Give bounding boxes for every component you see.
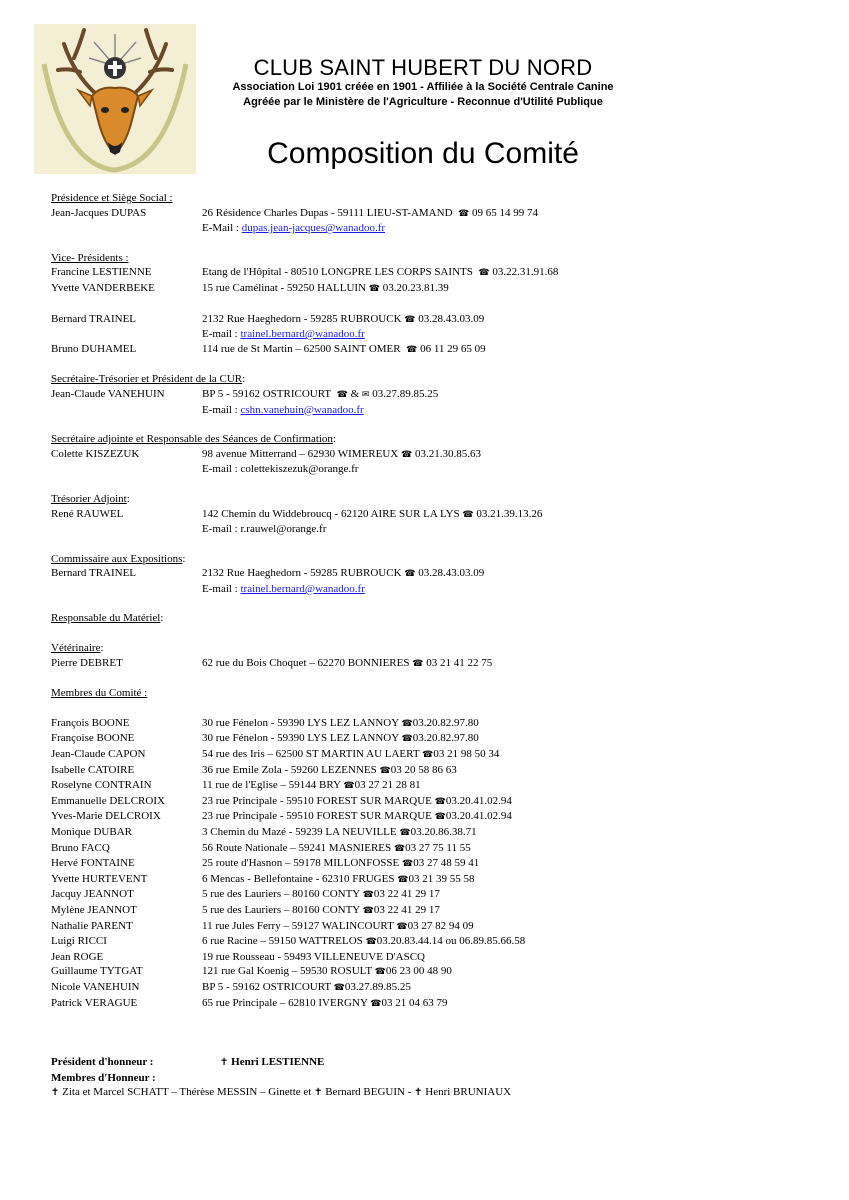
member-address: 62 rue du Bois Choquet – 62270 BONNIERES [202, 656, 410, 669]
member-row [51, 206, 811, 222]
phone-icon: ☎ [401, 734, 413, 745]
phone-icon: ☎ [462, 509, 474, 520]
member-address: 30 rue Fénelon - 59390 LYS LEZ LANNOY [202, 732, 399, 745]
phone-icon: ☎ [374, 967, 386, 978]
phone-icon: ☎ [362, 905, 374, 916]
email-label: E-mail : [202, 403, 238, 416]
member-phone: 03.28.43.03.09 [418, 312, 485, 325]
honorary-president-label: Président d'honneur : [51, 1056, 154, 1069]
member-phone: 03 21 98 50 34 [433, 748, 500, 761]
member-name: Yvette HURTEVENT [51, 872, 148, 885]
section-heading-presidence: Présidence et Siège Social : [51, 192, 173, 204]
member-row [51, 566, 811, 582]
member-phone: 03 27 48 59 41 [413, 857, 480, 870]
member-row [51, 903, 811, 919]
phone-icon: ☎ [397, 874, 409, 885]
member-phone: 03.20.82.97.80 [412, 732, 479, 745]
member-row [51, 964, 811, 980]
member-row [51, 841, 811, 857]
member-name: Bruno FACQ [51, 841, 110, 854]
member-row [51, 887, 811, 903]
member-name: Guillaume TYTGAT [51, 965, 143, 978]
member-address: 2132 Rue Haeghedorn - 59285 RUBROUCK [202, 312, 402, 325]
member-name: Patrick VERAGUE [51, 996, 138, 1009]
member-row [51, 919, 811, 935]
member-address: BP 5 - 59162 OSTRICOURT [202, 980, 331, 993]
member-address: 5 rue des Lauriers – 80160 CONTY [202, 903, 360, 916]
member-row [51, 809, 811, 825]
member-address: 98 avenue Mitterrand – 62930 WIMEREUX [202, 447, 399, 460]
header-block [200, 56, 646, 172]
member-row [51, 281, 811, 297]
member-name: François BOONE [51, 716, 130, 729]
member-address: 56 Route Nationale – 59241 MASNIERES [202, 841, 392, 854]
phone-icon: ☎ [333, 982, 345, 993]
member-name: Francine LESTIENNE [51, 266, 152, 279]
member-address: 114 rue de St Martin – 62500 SAINT OMER [202, 342, 401, 355]
section-heading-membres: Membres du Comité : [51, 687, 148, 700]
member-name: Jean-Claude VANEHUIN [51, 387, 165, 400]
member-row [51, 265, 811, 281]
member-row [51, 656, 811, 672]
email-link[interactable]: trainel.bernard@wanadoo.fr [240, 582, 365, 595]
fax-icon: ✉ [361, 389, 370, 400]
member-phone: 03.27.89.85.25 [372, 387, 439, 400]
member-phone: 03 21 04 63 79 [381, 996, 448, 1009]
phone-icon: ☎ [434, 796, 446, 807]
member-name: Yvette VANDERBEKE [51, 281, 155, 294]
member-name: Pierre DEBRET [51, 656, 123, 669]
member-name: Françoise BOONE [51, 732, 135, 745]
member-row [51, 731, 811, 747]
member-name: Nicole VANEHUIN [51, 980, 140, 993]
email-label: E-mail : [202, 463, 238, 476]
member-phone: 03.27.89.85.25 [344, 980, 411, 993]
member-name: Jean-Claude CAPON [51, 748, 146, 761]
member-name: Hervé FONTAINE [51, 857, 135, 870]
members-list [51, 716, 811, 1011]
phone-icon: ☎ [406, 344, 418, 355]
member-phone: 03.20.41.02.94 [445, 794, 512, 807]
member-phone: 03 22 41 29 17 [373, 888, 440, 901]
member-name: Colette KISZEZUK [51, 447, 140, 460]
member-address: 36 rue Emile Zola - 59260 LEZENNES [202, 763, 377, 776]
member-address: 65 rue Principale – 62810 IVERGNY [202, 996, 368, 1009]
member-address: 19 rue Rousseau - 59493 VILLENEUVE D'ASCQ [202, 950, 425, 963]
honorary-president-name: Henri LESTIENNE [231, 1056, 325, 1069]
member-row [51, 716, 811, 732]
member-address: 23 rue Principale - 59510 FOREST SUR MARQUE [202, 810, 432, 823]
member-address: 23 rue Principale - 59510 FOREST SUR MARQUE [202, 794, 432, 807]
phone-icon: ☎ [379, 765, 391, 776]
member-address: 121 rue Gal Koenig – 59530 ROSULT [202, 965, 372, 978]
email-link[interactable]: dupas.jean-jacques@wanadoo.fr [241, 222, 386, 235]
phone-icon: ☎ [370, 998, 382, 1009]
email-link[interactable]: trainel.bernard@wanadoo.fr [240, 328, 365, 341]
section-heading-tresorier-adjoint: Trésorier Adjoint [51, 492, 127, 505]
member-address: 54 rue des Iris – 62500 ST MARTIN AU LAERT [202, 748, 420, 761]
member-phone: 03.20.83.44.14 ou 06.89.85.66.58 [376, 935, 526, 948]
committee-list: Présidence et Siège Social : Jean-Jacques DUPAS 26 Résidence Charles Dupas - 59111 LIEU-ST-AMAND ☎ 09 65 14 99 74 E-Mail : dupas.jean-jacques@wanadoo.fr Vice- Présidents : Francine LESTIENNE Etang de l'Hôpital - 80510 LONGPRE LES CORPS SAINTS ☎ 03.22.31.91.68 Yvette VANDERBEKE 15 rue Camélinat - 59250 HALLUIN ☎ 03.20.23.81.39 Bernard TRAINEL 2132 Rue Haeghedorn - 59285 RUBROUCK ☎ 03.28.43.03.09 E-mail : trainel.bernard@wanadoo.fr Bruno DUHAMEL 114 rue de St Martin – 62500 SAINT OMER ☎ 06 11 29 65 09 Secrétaire-Trésorier et Président de la CUR : Jean-Claude VANEHUIN BP 5 - 59162 OSTRICOURT ☎ & ✉ 03.27.89.85.25 E-mail : cshn.vanehuin@wanadoo.fr Secrétaire adjointe et Responsable des Séances de Confirmation : Colette KISZEZUK 98 avenue Mitterrand – 62930 WIMEREUX ☎ 03.21.30.85.63 E-mail : colettekiszezuk@orange.fr Trésorier Adjoint : René RAUWEL 142 Chemin du Widdebroucq - 62120 AIRE SUR LA LYS ☎ 03.21.39.13.26 E-mail : r.rauwel@orange.fr Commissaire aux Expositions : Bernard TRAINEL 2132 Rue Haeghedorn - 59285 RUBROUCK ☎ 03.28.43.03.09 E-mail : trainel.bernard@wanadoo.fr Responsable du Matériel : Vétérinaire : Pierre DEBRET 62 rue du Bois Choquet – 62270 BONNIERES ☎ 03 21 41 22 75 Membres du Comité : François BOONE 30 rue Fénelon - 59390 LYS LEZ LANNOY ☎03.20.82.97.80 Françoise BOONE 30 rue Fénelon - 59390 LYS LEZ LANNOY ☎03.20.82.97.80 Jean-Claude CAPON 54 rue des Iris – 62500 ST MARTIN AU LAERT ☎03 21 98 50 34 Isabelle CATOIRE 36 rue Emile Zola - 59260 LEZENNES ☎03 20 58 86 63 Roselyne CONTRAIN 11 rue de l'Eglise – 59144 BRY ☎03 27 21 28 81 Emmanuelle DELCROIX 23 rue Principale - 59510 FOREST SUR MARQUE ☎03.20.41.02.94 Yves-Marie DELCROIX 23 rue Principale - 59510 FOREST SUR MARQUE ☎03.20.41.02.94 Monique DUBAR 3 Chemin du Mazé - 59239 LA NEUVILLE ☎03.20.86.38.71 Bruno FACQ 56 Route Nationale – 59241 MASNIERES ☎03 27 75 11 55 Hervé FONTAINE 25 route d'Hasnon – 59178 MILLONFOSSE ☎03 27 48 59 41 Yvette HURTEVENT 6 Mencas - Bellefontaine - 62310 FRUGES ☎03 21 39 55 58 Jacquy JEANNOT 5 rue des Lauriers – 80160 CONTY ☎03 22 41 29 17 Mylène JEANNOT 5 rue des Lauriers – 80160 CONTY ☎03 22 41 29 17 Nathalie PARENT 11 rue Jules Ferry – 59127 WALINCOURT ☎03 27 82 94 09 Luigi RICCI 6 rue Racine – 59150 WATTRELOS ☎03.20.83.44.14 ou 06.89.85.66.58 Jean ROGE 19 rue Rousseau - 59493 VILLENEUVE D'ASCQ Guillaume TYTGAT 121 rue Gal Koenig – 59530 ROSULT ☎06 23 00 48 90 Nicole VANEHUIN BP 5 - 59162 OSTRICOURT ☎03.27.89.85.25 Patrick VERAGUE 65 rue Principale – 62810 IVERGNY ☎03 21 04 63 79 Président d'honneur : ✝ Henri LESTIENNE Membres d'Honneur : ✝ Zita et Marcel SCHATT – Thérèse MESSIN – Ginette et ✝ Bernard BEGUIN - ✝ Henri BRUNIAUX [51, 191, 811, 1101]
phone-icon: ☎ [393, 843, 406, 854]
phone-icon: ☎ [368, 283, 381, 294]
member-address: 3 Chemin du Mazé - 59239 LA NEUVILLE [202, 826, 397, 838]
member-name: Isabelle CATOIRE [51, 763, 135, 776]
email-label: E-mail : [202, 523, 238, 536]
member-name: Yves-Marie DELCROIX [51, 810, 161, 823]
member-row: Jean-Claude VANEHUIN BP 5 - 59162 OSTRICOURT ☎ & ✉ 03.27.89.85.25 [51, 387, 811, 403]
phone-icon: ☎ [458, 208, 470, 219]
member-name: Luigi RICCI [51, 935, 107, 948]
phone-icon: ☎ [401, 859, 414, 870]
member-address: 11 rue de l'Eglise – 59144 BRY [202, 779, 341, 792]
member-row [51, 342, 811, 358]
member-name: Jean ROGE [51, 950, 104, 963]
phone-icon: ☎ [343, 781, 355, 792]
honorary-section [51, 1055, 811, 1101]
section-heading-vice-presidents: Vice- Présidents : [51, 251, 129, 264]
member-phone: 03.20.41.02.94 [445, 810, 512, 823]
member-address: Etang de l'Hôpital - 80510 LONGPRE LES CORPS SAINTS [202, 266, 473, 279]
member-name: Jean-Jacques DUPAS [51, 206, 147, 219]
page-title: Composition du Comité [267, 137, 579, 170]
phone-icon: ☎ [400, 449, 413, 460]
member-row [51, 996, 811, 1012]
member-address: BP 5 - 59162 OSTRICOURT [202, 387, 332, 400]
phone-icon: ☎ [362, 890, 374, 901]
member-address: 15 rue Camélinat - 59250 HALLUIN [202, 281, 367, 294]
member-row [51, 872, 811, 888]
member-address: 142 Chemin du Widdebroucq - 62120 AIRE SUR LA LYS [202, 507, 460, 520]
member-name: Roselyne CONTRAIN [51, 779, 152, 792]
member-address: 25 route d'Hasnon – 59178 MILLONFOSSE [202, 857, 400, 870]
member-phone: 03.22.31.91.68 [492, 266, 559, 279]
member-name: Nathalie PARENT [51, 919, 133, 932]
cross-icon: ✝ [220, 1057, 229, 1069]
honorary-members-label: Membres d'Honneur : [51, 1071, 156, 1084]
honorary-members-list: ✝ Zita et Marcel SCHATT – Thérèse MESSIN – Ginette et ✝ Bernard BEGUIN - ✝ Henri BRUNIAUX [51, 1086, 512, 1099]
member-phone: 03.20.23.81.39 [382, 281, 449, 294]
member-name: Monique DUBAR [51, 826, 132, 838]
section-heading-secretaire: Secrétaire-Trésorier et Président de la CUR [51, 373, 243, 386]
member-phone: 03 20 58 86 63 [390, 763, 457, 776]
member-phone: 03.20.86.38.71 [410, 826, 477, 838]
member-phone: 06 23 00 48 90 [385, 965, 452, 978]
member-phone: 03.21.39.13.26 [476, 507, 543, 520]
phone-icon: ☎ [434, 812, 446, 823]
cross-icon: ✝ [314, 1087, 323, 1099]
member-phone: 03 27 21 28 81 [354, 779, 421, 792]
email-label: E-mail : [202, 582, 238, 595]
member-phone: 03.20.82.97.80 [412, 716, 479, 729]
member-row [51, 934, 811, 950]
header-subline-2: Agréée par le Ministère de l'Agriculture - Reconnue d'Utilité Publique [243, 96, 603, 108]
club-logo-deer-icon [34, 24, 196, 174]
member-phone: 03.28.43.03.09 [418, 567, 485, 580]
email-text: colettekiszezuk@orange.fr [240, 463, 359, 476]
email-text: r.rauwel@orange.fr [240, 523, 327, 536]
member-phone: 03 21 39 55 58 [408, 872, 475, 885]
email-link[interactable]: cshn.vanehuin@wanadoo.fr [240, 403, 364, 416]
section-heading-secretaire-adjointe: Secrétaire adjointe et Responsable des Séances de Confirmation [51, 433, 333, 446]
cross-icon: ✝ [414, 1087, 423, 1099]
member-row [51, 747, 811, 763]
member-name: Jacquy JEANNOT [51, 888, 134, 901]
member-name: Bernard TRAINEL [51, 312, 137, 325]
member-phone: 03 27 82 94 09 [407, 919, 474, 932]
phone-icon: ☎ [401, 718, 413, 729]
member-row [51, 825, 811, 841]
phone-icon: ☎ [404, 569, 416, 580]
member-row [51, 950, 811, 965]
member-phone: 03.21.30.85.63 [414, 447, 481, 460]
club-name: CLUB SAINT HUBERT DU NORD [253, 55, 593, 80]
phone-icon: ☎ [336, 389, 348, 400]
member-address: 2132 Rue Haeghedorn - 59285 RUBROUCK [202, 567, 402, 580]
member-row [51, 447, 811, 463]
member-row [51, 312, 811, 328]
section-heading-materiel: Responsable du Matériel [51, 612, 161, 625]
member-phone: 06 11 29 65 09 [420, 342, 486, 355]
email-label: E-mail : [202, 328, 238, 341]
member-row [51, 507, 811, 523]
member-row [51, 778, 811, 794]
member-phone: 03 21 41 22 75 [426, 656, 493, 669]
section-heading-veterinaire: Vétérinaire [51, 642, 101, 655]
phone-icon: ☎ [478, 268, 490, 279]
member-address: 5 rue des Lauriers – 80160 CONTY [202, 888, 360, 901]
phone-icon: ☎ [404, 314, 416, 325]
member-address: 6 rue Racine – 59150 WATTRELOS [202, 935, 363, 948]
member-address: 6 Mencas - Bellefontaine - 62310 FRUGES [202, 872, 395, 885]
member-phone: 03 22 41 29 17 [373, 903, 440, 916]
phone-icon: ☎ [399, 828, 411, 838]
member-address: 11 rue Jules Ferry – 59127 WALINCOURT [202, 919, 394, 932]
member-name: Bruno DUHAMEL [51, 342, 137, 355]
member-name: René RAUWEL [51, 507, 124, 520]
member-row [51, 794, 811, 810]
phone-icon: ☎ [396, 921, 408, 932]
member-row [51, 980, 811, 996]
section-heading-commissaire: Commissaire aux Expositions [51, 552, 183, 565]
phone-icon: ☎ [365, 937, 377, 948]
cross-icon: ✝ [51, 1087, 60, 1099]
member-phone: 09 65 14 99 74 [471, 206, 538, 219]
member-address: 30 rue Fénelon - 59390 LYS LEZ LANNOY [202, 716, 399, 729]
member-name: Mylène JEANNOT [51, 903, 137, 916]
member-address: 26 Résidence Charles Dupas - 59111 LIEU-ST-AMAND [202, 206, 453, 219]
member-name: Emmanuelle DELCROIX [51, 794, 165, 807]
phone-icon: ☎ [422, 750, 434, 761]
member-row [51, 763, 811, 779]
member-name: Bernard TRAINEL [51, 567, 137, 580]
email-label: E-Mail : [202, 222, 239, 235]
member-phone: 03 27 75 11 55 [405, 841, 471, 854]
member-row [51, 856, 811, 872]
header-subline-1: Association Loi 1901 créée en 1901 - Affiliée à la Société Centrale Canine [232, 81, 614, 93]
phone-icon: ☎ [412, 658, 424, 669]
